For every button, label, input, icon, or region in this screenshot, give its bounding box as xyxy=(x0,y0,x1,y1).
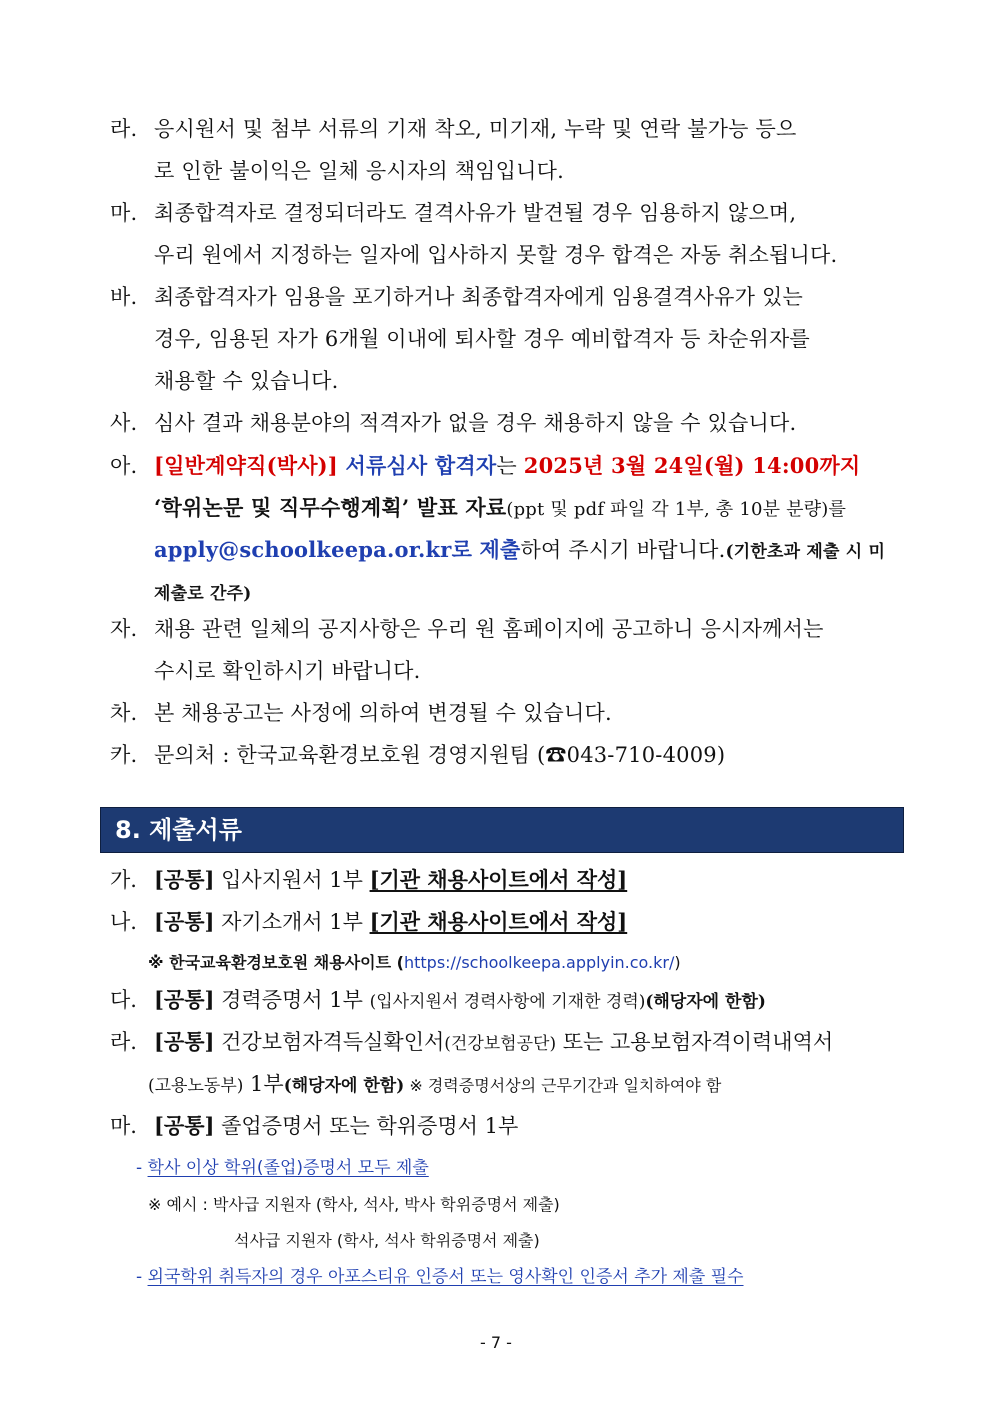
doc-text: 1부 xyxy=(243,1072,284,1096)
doc-item-ra xyxy=(110,1024,833,1062)
common-tag: [공통] xyxy=(154,987,215,1012)
item-marker: 다. xyxy=(110,988,137,1012)
dash-marker: - xyxy=(136,1158,148,1178)
notice-item-sa xyxy=(110,402,900,444)
item-text: 수시로 확인하시기 바랍니다. xyxy=(154,659,421,683)
applicable-only: (해당자에 한함) xyxy=(283,1076,405,1096)
doc-item-na xyxy=(110,904,627,940)
doc-text: 자기소개서 1부 xyxy=(214,910,370,934)
doc-text: 입사지원서 1부 xyxy=(214,868,370,892)
contact-info: 문의처 : 한국교육환경보호원 경영지원팀 (☎043-710-4009) xyxy=(154,743,726,767)
doc-text: 졸업증명서 또는 학위증명서 1부 xyxy=(214,1114,519,1138)
doc-item-ma xyxy=(110,1108,518,1144)
item-text: 응시원서 및 첨부 서류의 기재 착오, 미기재, 누락 및 연락 불가능 등으 xyxy=(154,117,797,141)
item-marker: 라. xyxy=(110,1030,137,1054)
note-label: ※ 한국교육환경보호원 채용사이트 ( xyxy=(148,953,404,972)
recruit-site-link[interactable]: https://schoolkeepa.applyin.co.kr/ xyxy=(403,953,675,972)
doc-detail: (건강보험공단) xyxy=(444,1034,557,1054)
item-text: 채용 관련 일체의 공지사항은 우리 원 홈페이지에 공고하니 응시자께서는 xyxy=(154,617,824,641)
common-tag: [공통] xyxy=(154,1113,215,1138)
item-marker: 바. xyxy=(110,285,138,309)
note-close: ) xyxy=(674,953,681,972)
degree-requirement-text: 학사 이상 학위(졸업)증명서 모두 제출 xyxy=(147,1158,429,1178)
doc-text: 건강보험자격득실확인서 xyxy=(214,1030,445,1054)
item-text: 심사 결과 채용분야의 적격자가 없을 경우 채용하지 않을 수 있습니다. xyxy=(154,411,797,435)
item-marker: 마. xyxy=(110,1114,137,1138)
item-marker: 자. xyxy=(110,617,138,641)
applicable-only: (해당자에 한함) xyxy=(645,992,766,1012)
degree-requirement-note xyxy=(136,1153,429,1183)
document-pass-label: 서류심사 합격자 xyxy=(337,453,497,478)
late-warning-cont: 제출로 간주) xyxy=(154,584,252,604)
item-marker: 아. xyxy=(110,454,138,478)
item-marker: 나. xyxy=(110,910,137,934)
item-text: 는 xyxy=(496,454,524,478)
notice-item-ba xyxy=(110,276,900,402)
item-marker: 사. xyxy=(110,411,138,435)
site-note: [기관 채용사이트에서 작성] xyxy=(369,909,628,934)
notice-item-a xyxy=(110,445,900,613)
doc-detail: (고용노동부) xyxy=(148,1076,244,1096)
example-note-2: 석사급 지원자 (학사, 석사 학위증명서 제출) xyxy=(234,1231,540,1250)
item-text: 최종합격자가 임용을 포기하거나 최종합격자에게 임용결격사유가 있는 xyxy=(154,285,803,309)
common-tag: [공통] xyxy=(154,1029,215,1054)
common-tag: [공통] xyxy=(154,867,215,892)
page-number: - 7 - xyxy=(480,1333,512,1352)
site-note: [기관 채용사이트에서 작성] xyxy=(369,867,628,892)
item-text: 하여 주시기 바랍니다. xyxy=(520,538,726,562)
example-note-1: ※ 예시 : 박사급 지원자 (학사, 석사, 박사 학위증명서 제출) xyxy=(148,1195,560,1214)
file-format-note: (ppt 및 pdf 파일 각 1부, 총 10분 분량)를 xyxy=(506,499,847,520)
job-category: [일반계약직(박사)] xyxy=(154,453,338,478)
item-text: 최종합격자로 결정되더라도 결격사유가 발견될 경우 임용하지 않으며, xyxy=(154,201,797,225)
item-text: 채용할 수 있습니다. xyxy=(154,369,339,393)
doc-text: 경력증명서 1부 xyxy=(214,988,370,1012)
notice-item-ra xyxy=(110,108,900,192)
dash-marker: - xyxy=(136,1267,148,1287)
item-text: 우리 원에서 지정하는 일자에 입사하지 못할 경우 합격은 자동 취소됩니다. xyxy=(154,243,838,267)
item-marker: 가. xyxy=(110,868,137,892)
presentation-material: ‘학위논문 및 직무수행계획’ 발표 자료 xyxy=(154,495,507,520)
notice-item-ka xyxy=(110,734,900,776)
common-tag: [공통] xyxy=(154,909,215,934)
doc-detail: (입사지원서 경력사항에 기재한 경력) xyxy=(369,992,646,1012)
doc-item-ga xyxy=(110,862,627,898)
notice-item-cha xyxy=(110,692,900,734)
recruit-site-note xyxy=(148,948,681,978)
item-text: 로 인한 불이익은 일체 응시자의 책임입니다. xyxy=(154,159,564,183)
section-header-submission-docs: 8. 제출서류 xyxy=(100,807,904,853)
notice-item-ma xyxy=(110,192,900,276)
doc-item-da xyxy=(110,982,766,1020)
deadline-date: 2025년 3월 24일(월) 14:00까지 xyxy=(523,453,861,478)
item-marker: 라. xyxy=(110,117,138,141)
notice-item-ja xyxy=(110,608,900,692)
item-marker: 카. xyxy=(110,743,138,767)
foreign-degree-text: 외국학위 취득자의 경우 아포스티유 인증서 또는 영사확인 인증서 추가 제출 필수 xyxy=(147,1267,744,1287)
item-text: 본 채용공고는 사정에 의하여 변경될 수 있습니다. xyxy=(154,701,612,725)
late-warning: (기한초과 제출 시 미 xyxy=(725,542,886,562)
item-marker: 차. xyxy=(110,701,138,725)
item-text: 경우, 임용된 자가 6개월 이내에 퇴사할 경우 예비합격자 등 차순위자를 xyxy=(154,327,810,351)
item-marker: 마. xyxy=(110,201,138,225)
period-note: ※ 경력증명서상의 근무기간과 일치하여야 함 xyxy=(404,1076,722,1095)
doc-item-ra-cont xyxy=(148,1066,721,1104)
foreign-degree-note xyxy=(136,1262,744,1292)
doc-text: 또는 고용보험자격이력내역서 xyxy=(556,1030,834,1054)
submission-email[interactable]: apply@schoolkeepa.or.kr로 제출 xyxy=(154,537,521,562)
